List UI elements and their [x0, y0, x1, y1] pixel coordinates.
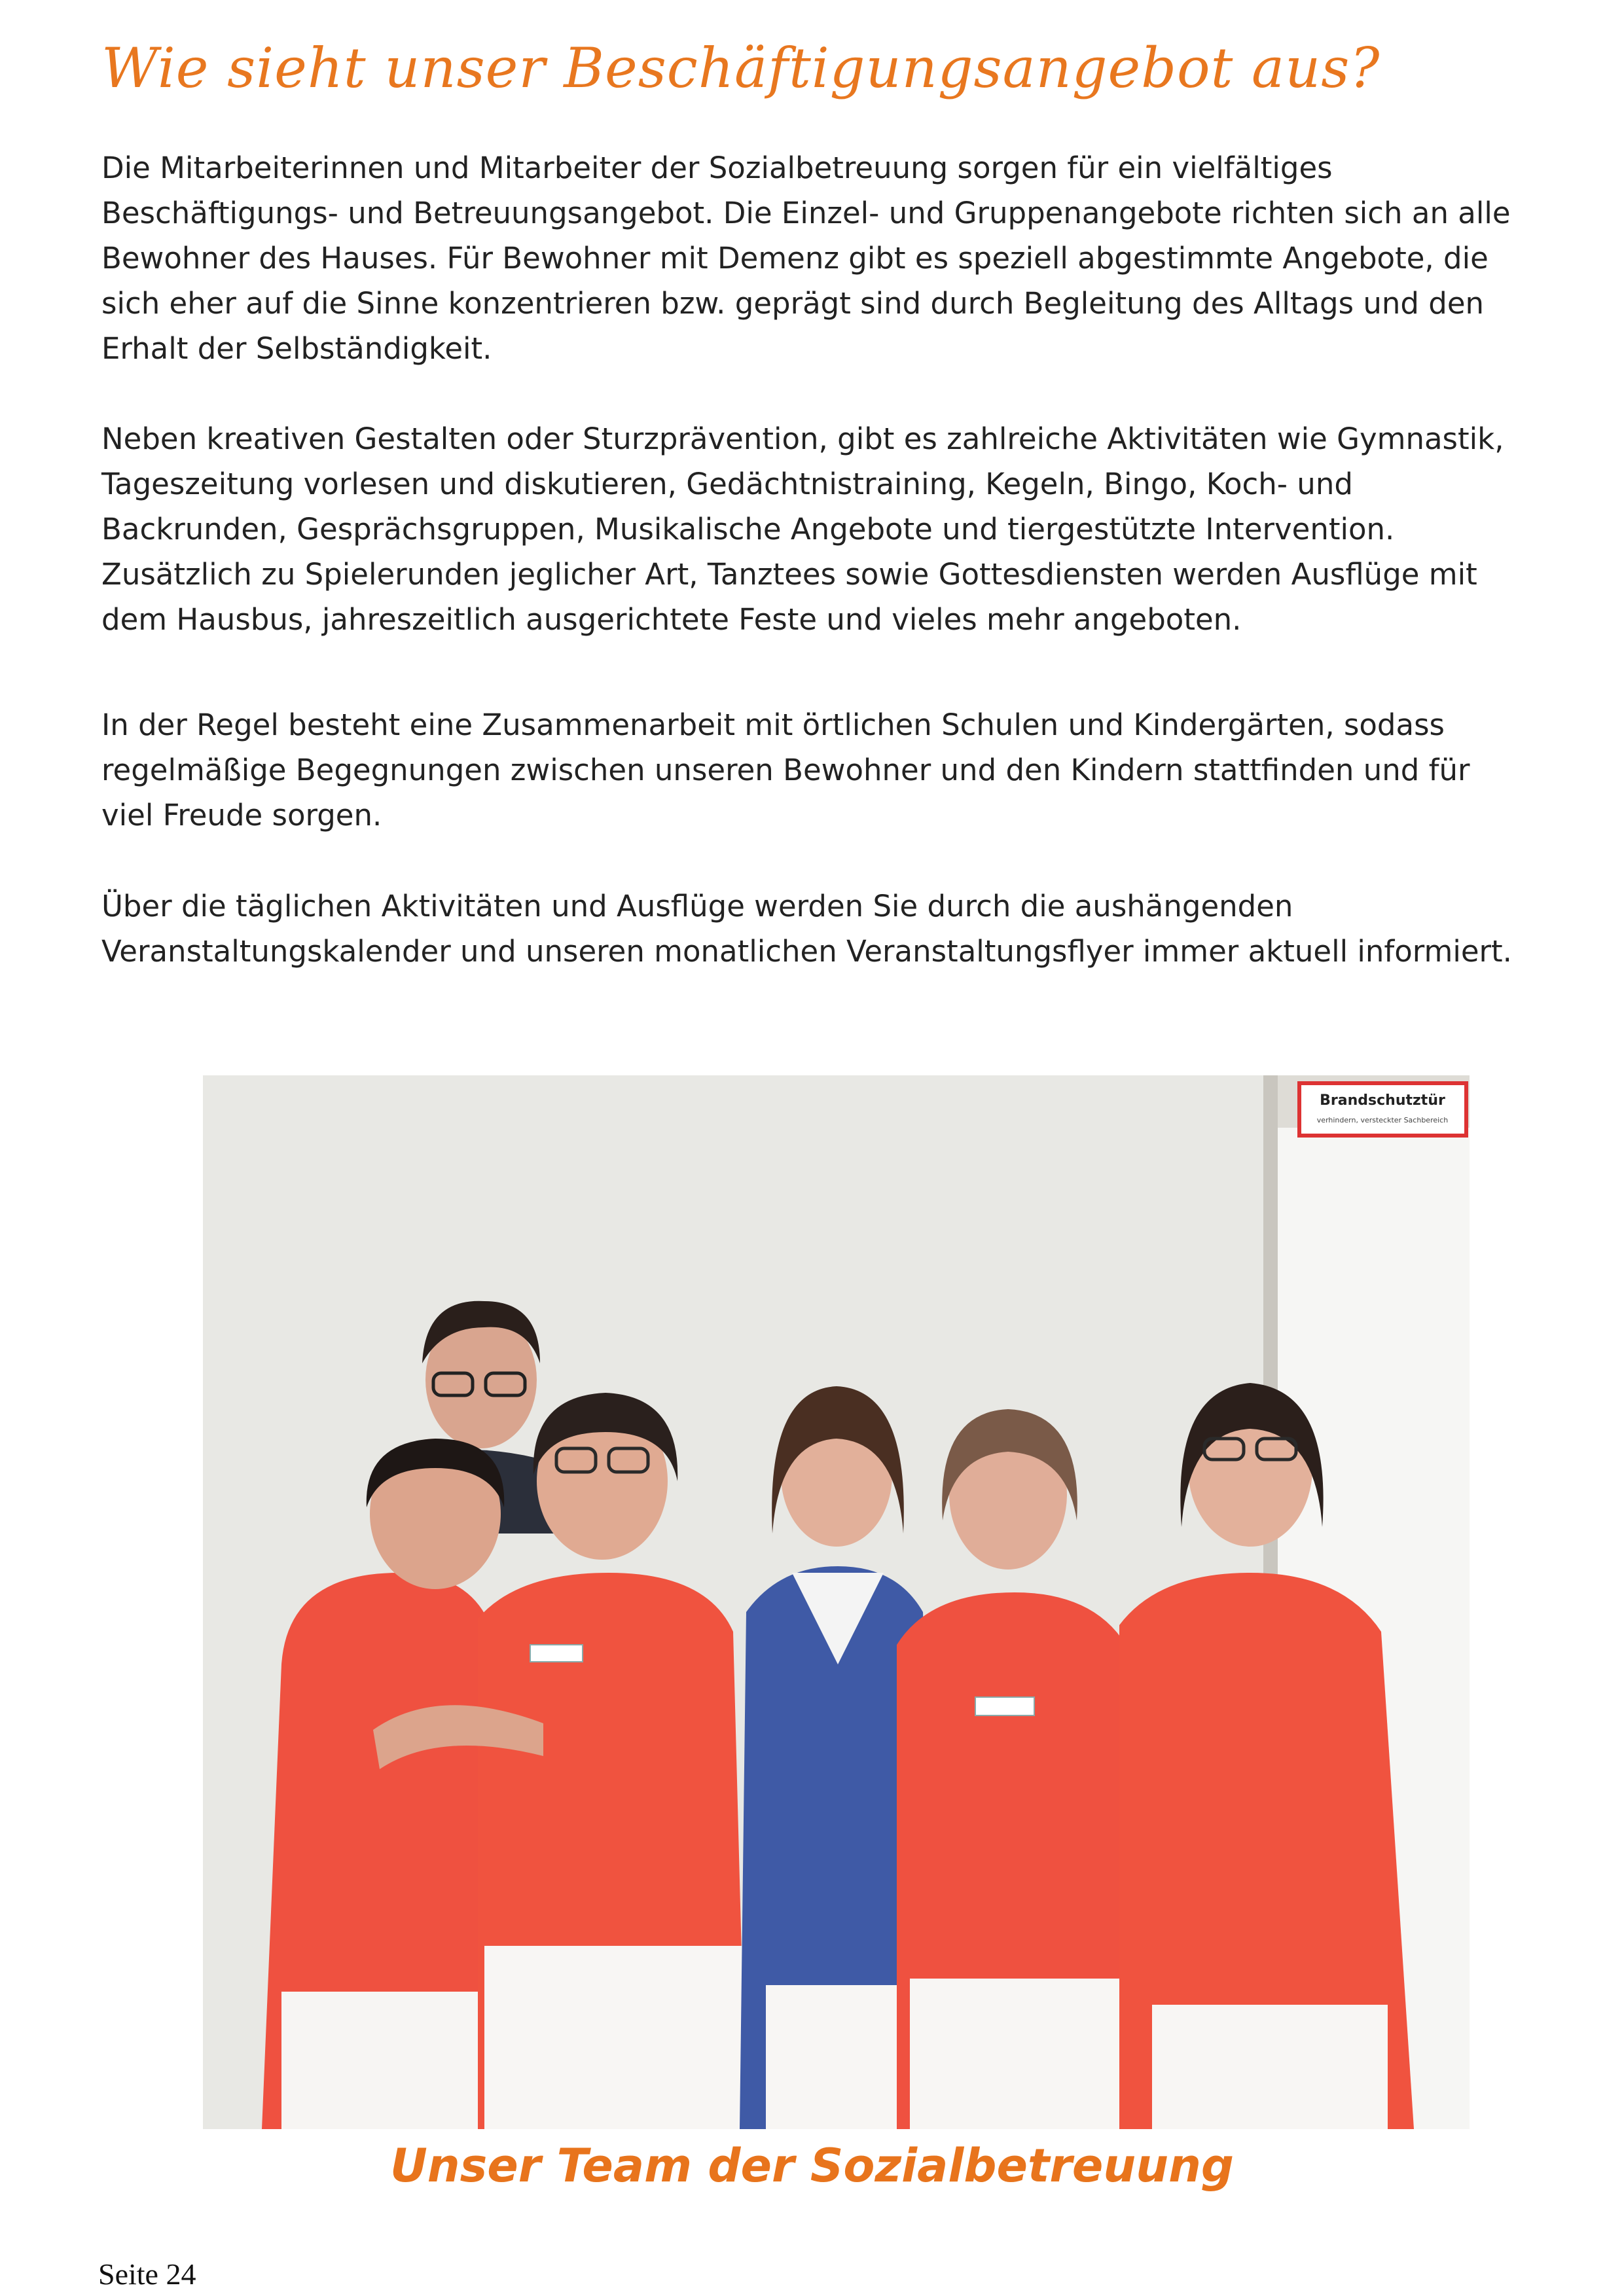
text-line: Zusätzlich zu Spielerunden jeglicher Art, Tanztees sowie Gottesdiensten werden Ausflüge mit [101, 557, 1477, 592]
paragraph-offer-intro [101, 145, 1574, 371]
text-line: Erhalt der Selbständigkeit. [101, 331, 492, 366]
text-line: Backrunden, Gesprächsgruppen, Musikalische Angebote und tiergestützte Intervention. [101, 512, 1395, 547]
text-line: dem Hausbus, jahreszeitlich ausgerichtete Feste und vieles mehr angeboten. [101, 602, 1242, 637]
paragraph-cooperation [101, 702, 1574, 838]
door-sign-title: Brandschutztür [1320, 1092, 1445, 1109]
photo-caption: Unser Team der Sozialbetreuung [389, 2139, 1235, 2193]
text-line: In der Regel besteht eine Zusammenarbeit mit örtlichen Schulen und Kindergärten, sodass [101, 708, 1445, 742]
paragraph-information [101, 884, 1574, 974]
text-line: Veranstaltungskalender und unseren monatlichen Veranstaltungsflyer immer aktuell informiert. [101, 934, 1512, 969]
team-photo [203, 1075, 1470, 2129]
text-line: Die Mitarbeiterinnen und Mitarbeiter der Sozialbetreuung sorgen für ein vielfältiges [101, 151, 1333, 185]
page-number: Seite 24 [98, 2257, 196, 2291]
door-sign [1299, 1083, 1466, 1136]
text-line: Beschäftigungs- und Betreuungsangebot. Die Einzel- und Gruppenangebote richten sich an alle [101, 196, 1511, 230]
text-line: regelmäßige Begegnungen zwischen unseren Bewohner und den Kindern stattfinden und für [101, 753, 1470, 787]
text-line: Neben kreativen Gestalten oder Sturzprävention, gibt es zahlreiche Aktivitäten wie Gymnastik, [101, 422, 1504, 456]
paragraph-activities [101, 416, 1574, 642]
text-line: sich eher auf die Sinne konzentrieren bzw. geprägt sind durch Begleitung des Alltags und den [101, 286, 1485, 321]
text-line: Über die täglichen Aktivitäten und Ausflüge werden Sie durch die aushängenden [101, 889, 1293, 924]
page-heading: Wie sieht unser Beschäftigungsangebot aus? [101, 36, 1380, 100]
text-line: viel Freude sorgen. [101, 798, 382, 833]
text-line: Bewohner des Hauses. Für Bewohner mit Demenz gibt es speziell abgestimmte Angebote, die [101, 241, 1489, 276]
door-sign-text: verhindern, versteckter Sachbereich [1316, 1116, 1449, 1124]
text-line: Tageszeitung vorlesen und diskutieren, Gedächtnistraining, Kegeln, Bingo, Koch- und [101, 467, 1353, 501]
